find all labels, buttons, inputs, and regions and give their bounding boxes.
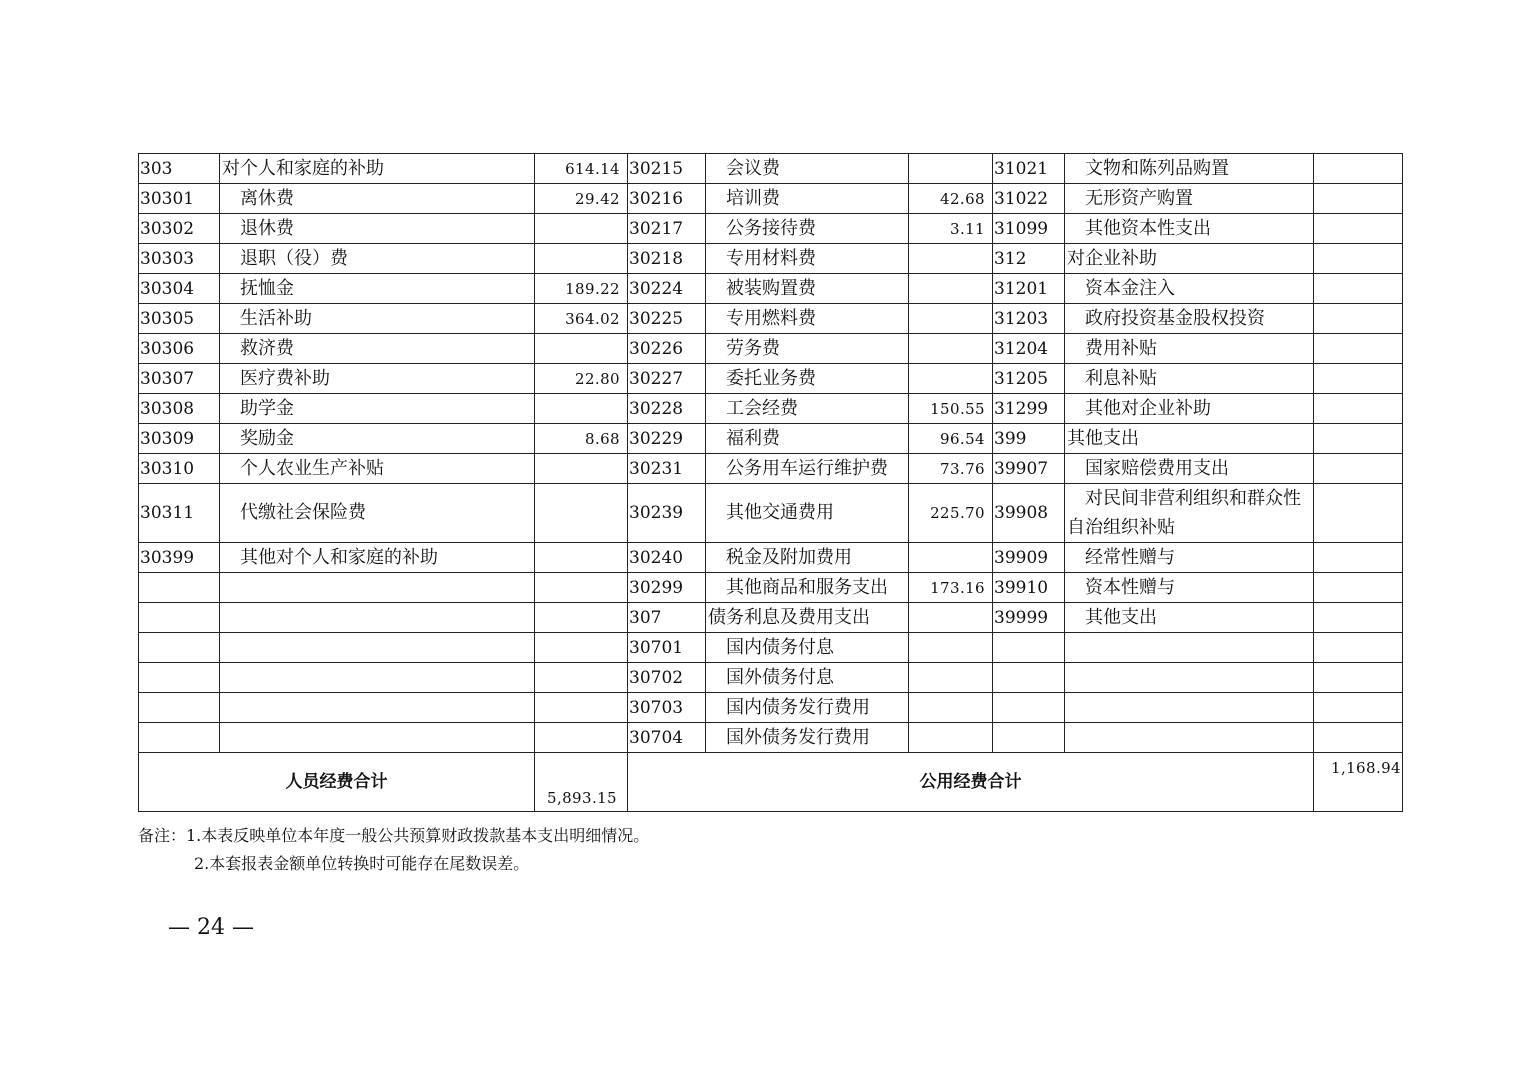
public-total-amount: 1,168.94 <box>1314 753 1403 812</box>
item-name-cell <box>220 693 535 723</box>
item-name-cell <box>1065 633 1314 663</box>
amount-cell <box>1314 603 1403 633</box>
code-cell: 31204 <box>993 334 1065 364</box>
item-name-cell: 债务利息及费用支出 <box>706 603 909 633</box>
code-cell: 30302 <box>139 214 220 244</box>
amount-cell <box>1314 274 1403 304</box>
amount-cell <box>909 334 993 364</box>
code-cell: 31021 <box>993 154 1065 184</box>
table-row <box>139 214 1403 244</box>
amount-cell <box>1314 364 1403 394</box>
item-name-cell: 其他商品和服务支出 <box>706 573 909 603</box>
item-name-cell: 劳务费 <box>706 334 909 364</box>
item-name-cell: 工会经费 <box>706 394 909 424</box>
amount-cell <box>535 334 628 364</box>
item-name-cell: 国内债务发行费用 <box>706 693 909 723</box>
footnote-2: 2.本套报表金额单位转换时可能存在尾数误差。 <box>194 854 530 873</box>
code-cell: 30225 <box>628 304 706 334</box>
table-row <box>139 454 1403 484</box>
amount-cell <box>535 663 628 693</box>
amount-cell: 189.22 <box>535 274 628 304</box>
amount-cell <box>1314 484 1403 543</box>
item-name-cell: 专用材料费 <box>706 244 909 274</box>
code-cell: 30226 <box>628 334 706 364</box>
item-name-cell <box>1065 693 1314 723</box>
item-name-cell: 救济费 <box>220 334 535 364</box>
amount-cell <box>535 693 628 723</box>
item-name-cell: 被装购置费 <box>706 274 909 304</box>
item-name-cell: 资本金注入 <box>1065 274 1314 304</box>
code-cell: 30303 <box>139 244 220 274</box>
item-name-cell: 其他支出 <box>1065 424 1314 454</box>
code-cell: 30227 <box>628 364 706 394</box>
item-name-cell: 退休费 <box>220 214 535 244</box>
amount-cell <box>1314 723 1403 753</box>
code-cell: 30229 <box>628 424 706 454</box>
amount-cell: 3.11 <box>909 214 993 244</box>
table-row <box>139 274 1403 304</box>
amount-cell <box>909 633 993 663</box>
item-name-cell: 代缴社会保险费 <box>220 484 535 543</box>
amount-cell <box>535 543 628 573</box>
code-cell: 31022 <box>993 184 1065 214</box>
item-name-cell: 其他对个人和家庭的补助 <box>220 543 535 573</box>
code-cell <box>993 633 1065 663</box>
item-name-cell: 无形资产购置 <box>1065 184 1314 214</box>
item-name-cell: 利息补贴 <box>1065 364 1314 394</box>
code-cell: 30309 <box>139 424 220 454</box>
amount-cell: 225.70 <box>909 484 993 543</box>
item-name-cell: 医疗费补助 <box>220 364 535 394</box>
table-row <box>139 364 1403 394</box>
amount-cell: 73.76 <box>909 454 993 484</box>
code-cell: 31099 <box>993 214 1065 244</box>
code-cell: 30218 <box>628 244 706 274</box>
amount-cell <box>909 274 993 304</box>
amount-cell <box>909 723 993 753</box>
code-cell: 30215 <box>628 154 706 184</box>
amount-cell: 614.14 <box>535 154 628 184</box>
code-cell: 30307 <box>139 364 220 394</box>
amount-cell <box>535 573 628 603</box>
code-cell: 39908 <box>993 484 1065 543</box>
code-cell: 30310 <box>139 454 220 484</box>
item-name-cell: 政府投资基金股权投资 <box>1065 304 1314 334</box>
code-cell <box>139 723 220 753</box>
item-name-cell: 经常性赠与 <box>1065 543 1314 573</box>
amount-cell <box>535 244 628 274</box>
code-cell: 31203 <box>993 304 1065 334</box>
table-row <box>139 484 1403 543</box>
item-name-cell: 公务接待费 <box>706 214 909 244</box>
code-cell <box>993 663 1065 693</box>
item-name-cell: 其他交通费用 <box>706 484 909 543</box>
code-cell: 30224 <box>628 274 706 304</box>
page-number: — 24 — <box>168 915 254 940</box>
amount-cell <box>1314 304 1403 334</box>
amount-cell <box>1314 394 1403 424</box>
amount-cell: 150.55 <box>909 394 993 424</box>
item-name-cell: 国外债务付息 <box>706 663 909 693</box>
item-name-cell <box>220 603 535 633</box>
item-name-cell: 公务用车运行维护费 <box>706 454 909 484</box>
table-row <box>139 304 1403 334</box>
item-name-cell: 个人农业生产补贴 <box>220 454 535 484</box>
table-row <box>139 184 1403 214</box>
item-name-cell <box>220 723 535 753</box>
table-row <box>139 154 1403 184</box>
code-cell: 30228 <box>628 394 706 424</box>
code-cell: 30305 <box>139 304 220 334</box>
code-cell: 307 <box>628 603 706 633</box>
item-name-cell: 国家赔偿费用支出 <box>1065 454 1314 484</box>
item-name-cell: 生活补助 <box>220 304 535 334</box>
item-name-cell: 专用燃料费 <box>706 304 909 334</box>
public-total-label: 公用经费合计 <box>628 753 1314 812</box>
amount-cell <box>909 693 993 723</box>
table-row <box>139 424 1403 454</box>
item-name-cell <box>1065 663 1314 693</box>
item-name-cell: 资本性赠与 <box>1065 573 1314 603</box>
code-cell: 303 <box>139 154 220 184</box>
table-row <box>139 394 1403 424</box>
item-name-cell: 对民间非营利组织和群众性自治组织补贴 <box>1065 484 1314 543</box>
code-cell: 30216 <box>628 184 706 214</box>
table-row <box>139 723 1403 753</box>
item-name-cell: 委托业务费 <box>706 364 909 394</box>
amount-cell: 29.42 <box>535 184 628 214</box>
code-cell: 30217 <box>628 214 706 244</box>
code-cell: 30299 <box>628 573 706 603</box>
amount-cell <box>909 154 993 184</box>
code-cell: 30308 <box>139 394 220 424</box>
amount-cell: 96.54 <box>909 424 993 454</box>
table-row <box>139 244 1403 274</box>
code-cell: 31205 <box>993 364 1065 394</box>
table-row <box>139 334 1403 364</box>
table-row <box>139 573 1403 603</box>
item-name-cell <box>220 633 535 663</box>
item-name-cell: 退职（役）费 <box>220 244 535 274</box>
item-name-cell: 税金及附加费用 <box>706 543 909 573</box>
code-cell: 30701 <box>628 633 706 663</box>
table-row <box>139 543 1403 573</box>
amount-cell <box>1314 454 1403 484</box>
code-cell <box>139 663 220 693</box>
code-cell: 30703 <box>628 693 706 723</box>
amount-cell <box>1314 663 1403 693</box>
amount-cell <box>1314 184 1403 214</box>
table-body <box>139 154 1403 753</box>
amount-cell <box>1314 633 1403 663</box>
code-cell: 30704 <box>628 723 706 753</box>
code-cell: 30301 <box>139 184 220 214</box>
amount-cell <box>1314 334 1403 364</box>
amount-cell <box>535 484 628 543</box>
totals-row <box>139 753 1403 812</box>
amount-cell <box>1314 154 1403 184</box>
amount-cell <box>1314 543 1403 573</box>
code-cell: 39999 <box>993 603 1065 633</box>
item-name-cell: 对个人和家庭的补助 <box>220 154 535 184</box>
item-name-cell: 其他资本性支出 <box>1065 214 1314 244</box>
code-cell: 30239 <box>628 484 706 543</box>
amount-cell <box>1314 424 1403 454</box>
item-name-cell: 离休费 <box>220 184 535 214</box>
item-name-cell: 对企业补助 <box>1065 244 1314 274</box>
amount-cell <box>535 633 628 663</box>
amount-cell <box>1314 573 1403 603</box>
expenditure-detail-table <box>138 153 1403 812</box>
amount-cell: 173.16 <box>909 573 993 603</box>
item-name-cell: 会议费 <box>706 154 909 184</box>
item-name-cell: 国内债务付息 <box>706 633 909 663</box>
table-row <box>139 603 1403 633</box>
item-name-cell: 福利费 <box>706 424 909 454</box>
code-cell: 39910 <box>993 573 1065 603</box>
amount-cell <box>535 603 628 633</box>
item-name-cell: 助学金 <box>220 394 535 424</box>
personnel-total-amount: 5,893.15 <box>535 753 628 812</box>
amount-cell <box>535 454 628 484</box>
amount-cell <box>1314 244 1403 274</box>
code-cell <box>993 723 1065 753</box>
amount-cell <box>535 214 628 244</box>
code-cell: 31299 <box>993 394 1065 424</box>
code-cell: 31201 <box>993 274 1065 304</box>
code-cell: 399 <box>993 424 1065 454</box>
amount-cell <box>535 723 628 753</box>
table-row <box>139 663 1403 693</box>
item-name-cell: 费用补贴 <box>1065 334 1314 364</box>
personnel-total-label: 人员经费合计 <box>139 753 535 812</box>
item-name-cell: 奖励金 <box>220 424 535 454</box>
amount-cell <box>909 603 993 633</box>
amount-cell <box>909 304 993 334</box>
item-name-cell <box>220 663 535 693</box>
code-cell <box>993 693 1065 723</box>
code-cell: 30399 <box>139 543 220 573</box>
code-cell: 30304 <box>139 274 220 304</box>
code-cell <box>139 693 220 723</box>
amount-cell <box>909 543 993 573</box>
amount-cell: 22.80 <box>535 364 628 394</box>
amount-cell <box>1314 214 1403 244</box>
amount-cell <box>909 244 993 274</box>
code-cell: 30702 <box>628 663 706 693</box>
item-name-cell <box>1065 723 1314 753</box>
code-cell: 30306 <box>139 334 220 364</box>
item-name-cell: 抚恤金 <box>220 274 535 304</box>
table-row <box>139 633 1403 663</box>
code-cell: 39907 <box>993 454 1065 484</box>
item-name-cell: 国外债务发行费用 <box>706 723 909 753</box>
item-name-cell: 培训费 <box>706 184 909 214</box>
amount-cell: 8.68 <box>535 424 628 454</box>
item-name-cell: 其他对企业补助 <box>1065 394 1314 424</box>
totals-section <box>139 753 1403 812</box>
amount-cell <box>909 663 993 693</box>
code-cell <box>139 603 220 633</box>
amount-cell <box>909 364 993 394</box>
footnote-1: 备注：1.本表反映单位本年度一般公共预算财政拨款基本支出明细情况。 <box>138 826 650 845</box>
amount-cell <box>535 394 628 424</box>
code-cell <box>139 573 220 603</box>
code-cell: 30311 <box>139 484 220 543</box>
amount-cell: 42.68 <box>909 184 993 214</box>
code-cell <box>139 633 220 663</box>
item-name-cell <box>220 573 535 603</box>
table-row <box>139 693 1403 723</box>
item-name-cell: 文物和陈列品购置 <box>1065 154 1314 184</box>
code-cell: 312 <box>993 244 1065 274</box>
amount-cell: 364.02 <box>535 304 628 334</box>
code-cell: 30240 <box>628 543 706 573</box>
item-name-cell: 其他支出 <box>1065 603 1314 633</box>
code-cell: 39909 <box>993 543 1065 573</box>
code-cell: 30231 <box>628 454 706 484</box>
amount-cell <box>1314 693 1403 723</box>
